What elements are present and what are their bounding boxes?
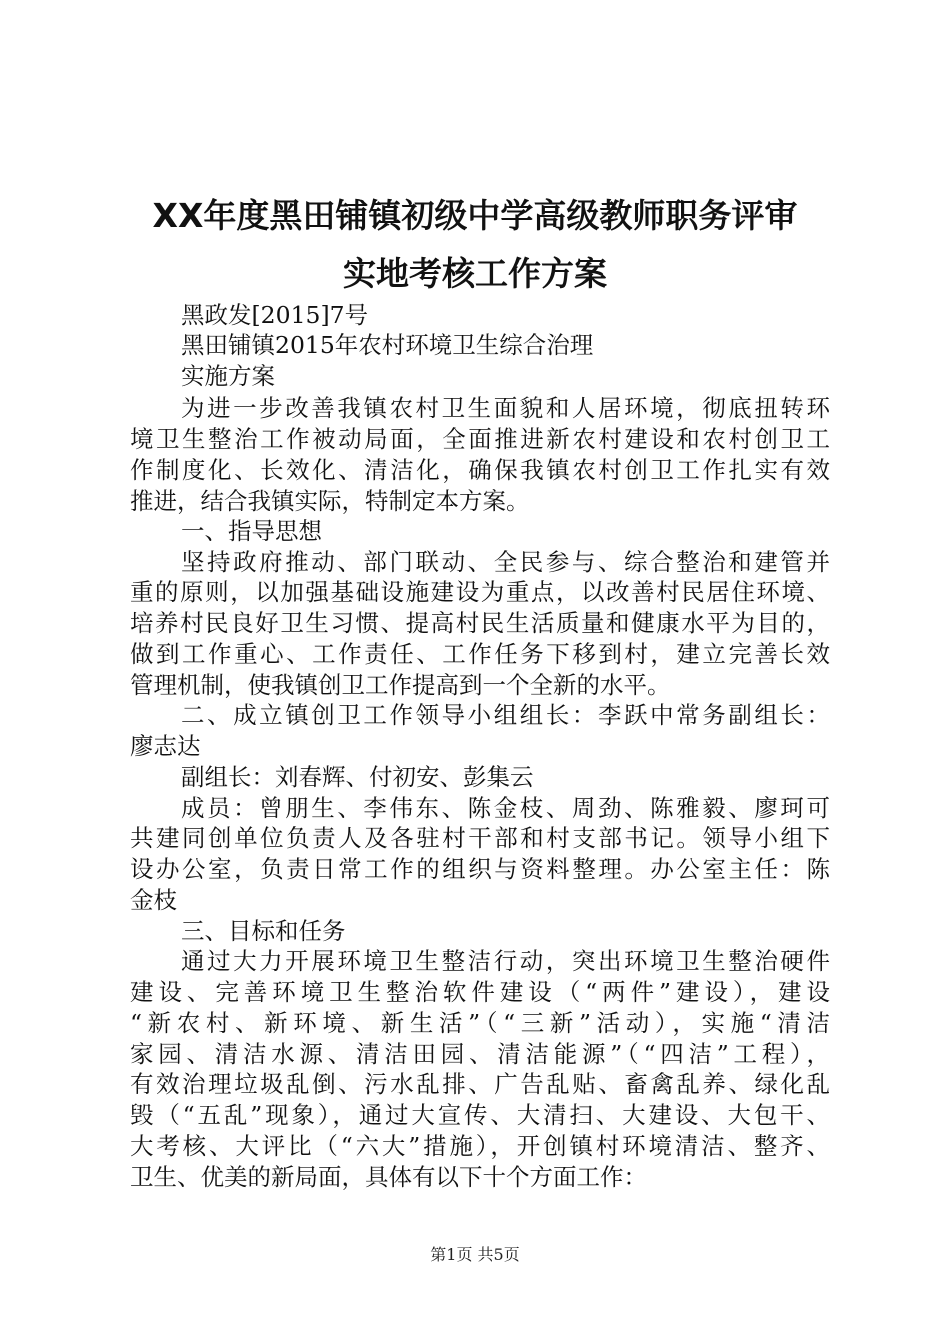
section-heading: 三、目标和任务 xyxy=(181,917,346,945)
paragraph-line: 家园、清洁水源、清洁田园、清洁能源”（“四洁”工程）， xyxy=(130,1040,830,1068)
paragraph-line: 共建同创单位负责人及各驻村干部和村支部书记。领导小组下 xyxy=(130,824,830,852)
paragraph-line: 建设、完善环境卫生整治软件建设（“两件”建设），建设 xyxy=(130,978,830,1006)
paragraph-line: 做到工作重心、工作责任、工作任务下移到村，建立完善长效 xyxy=(130,640,830,668)
paragraph-line: 坚持政府推动、部门联动、全民参与、综合整治和建管并 xyxy=(181,548,830,576)
paragraph-line: 作制度化、长效化、清洁化，确保我镇农村创卫工作扎实有效 xyxy=(130,456,830,484)
document-title-line-2: 实地考核工作方案 xyxy=(343,254,607,293)
paragraph-line: 成员：曾朋生、李伟东、陈金枝、周劲、陈雅毅、廖珂可 xyxy=(181,794,830,822)
paragraph-line: 设办公室，负责日常工作的组织与资料整理。办公室主任：陈 xyxy=(130,855,830,883)
section-heading: 一、指导思想 xyxy=(181,517,322,545)
section-heading: 二、成立镇创卫工作领导小组组长：李跃中常务副组长： xyxy=(181,701,830,729)
page-footer: 第1页 共5页 xyxy=(430,1245,520,1264)
subtitle-line-1: 黑田铺镇2015年农村环境卫生综合治理 xyxy=(181,331,594,359)
paragraph-line: 大考核、大评比（“六大”措施），开创镇村环境清洁、整齐、 xyxy=(130,1132,830,1160)
paragraph-line: 通过大力开展环境卫生整洁行动，突出环境卫生整治硬件 xyxy=(181,947,830,975)
paragraph-line: 金枝 xyxy=(130,886,177,914)
subtitle-line-2: 实施方案 xyxy=(181,362,275,390)
paragraph-line: 境卫生整治工作被动局面，全面推进新农村建设和农村创卫工 xyxy=(130,425,830,453)
paragraph-line: 培养村民良好卫生习惯、提高村民生活质量和健康水平为目的， xyxy=(130,609,830,637)
paragraph-line: 毁（“五乱”现象），通过大宣传、大清扫、大建设、大包干、 xyxy=(130,1101,830,1129)
paragraph-line: 副组长：刘春辉、付初安、彭集云 xyxy=(181,763,534,791)
paragraph-line: 廖志达 xyxy=(130,732,201,760)
paragraph-line: 重的原则，以加强基础设施建设为重点，以改善村民居住环境、 xyxy=(130,578,830,606)
paragraph-line: 为进一步改善我镇农村卫生面貌和人居环境，彻底扭转环 xyxy=(181,394,830,422)
paragraph-line: 管理机制，使我镇创卫工作提高到一个全新的水平。 xyxy=(130,671,671,699)
paragraph-line: 卫生、优美的新局面，具体有以下十个方面工作： xyxy=(130,1163,647,1191)
doc-number: 黑政发[2015]7号 xyxy=(181,301,369,329)
paragraph-line: “新农村、新环境、新生活”（“三新”活动），实施“清洁 xyxy=(130,1009,830,1037)
paragraph-line: 推进，结合我镇实际，特制定本方案。 xyxy=(130,487,530,515)
document-title-line-1: XX年度黑田铺镇初级中学高级教师职务评审 xyxy=(152,196,798,235)
paragraph-line: 有效治理垃圾乱倒、污水乱排、广告乱贴、畜禽乱养、绿化乱 xyxy=(130,1070,830,1098)
